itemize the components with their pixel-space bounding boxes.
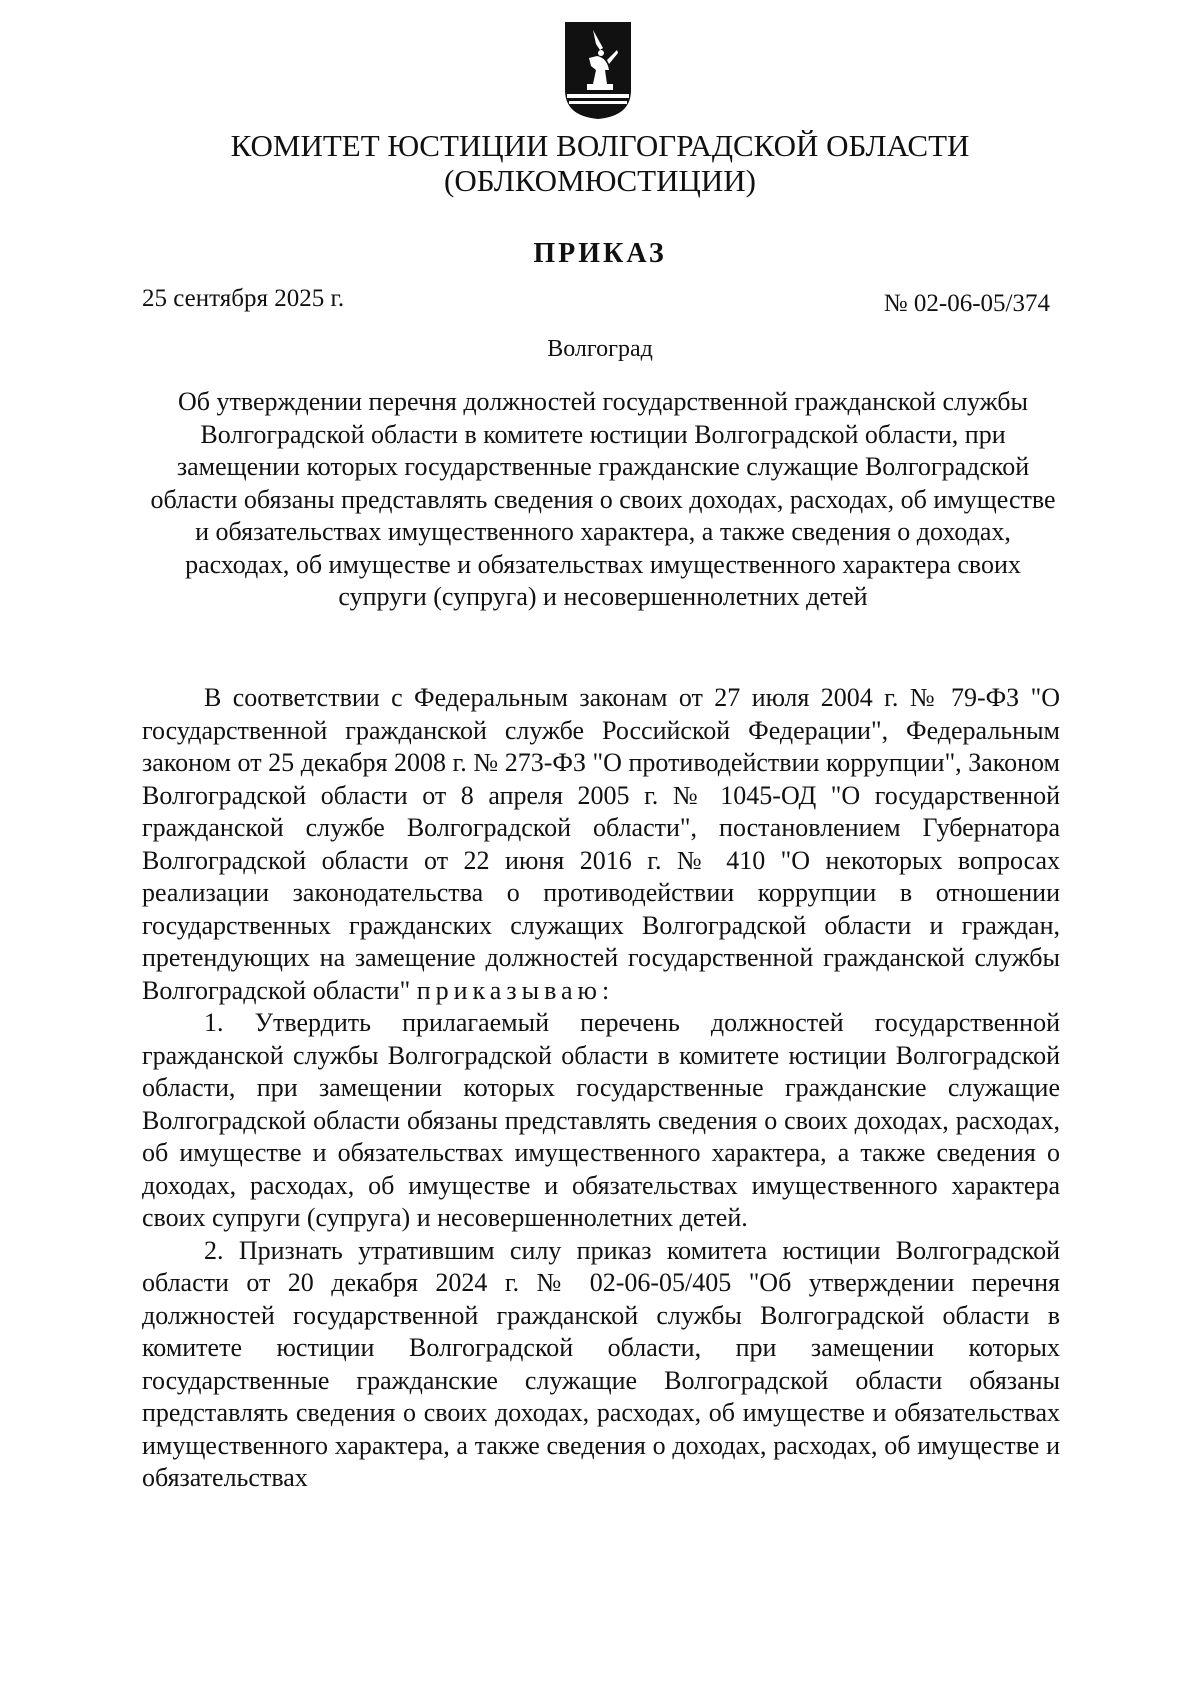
document-city: Волгоград (547, 336, 653, 362)
order-word: приказываю: (416, 975, 615, 1005)
document-date: 25 сентября 2025 г. (142, 285, 345, 312)
organization-name: КОМИТЕТ ЮСТИЦИИ ВОЛГОГРАДСКОЙ ОБЛАСТИ (230, 128, 970, 163)
coat-of-arms-icon (563, 20, 633, 120)
item-2-paragraph: 2. Признать утратившим силу приказ комитета юстиции Волгоградской области от 20 декабря 2024 г. № 02-06-05/405 "Об утверждении перечня должностей государственной гражданской службы Волгоградской области в комитете юстиции Волгоградской области, при замещении которых государственные гражданские служащие Волгоградской области обязаны представлять сведения о своих доходах, расходах, об имуществе и обязательствах имущественного характера, а также сведения о доходах, расходах, об имуществе и обязательствах (142, 1235, 1060, 1492)
preamble-paragraph (142, 682, 1060, 1007)
document-subject: Об утверждении перечня должностей государственной гражданской службы Волгоградской области в комитете юстиции Волгоградской области, при замещении которых государственные гражданские служащие Волгоградской области обязаны представлять сведения о своих доходах, расходах, об имуществе и обязательствах имущественного характера, а также сведения о доходах, расходах, об имуществе и обязательствах имущественного характера своих супруги (супруга) и несовершеннолетних детей (150, 387, 1056, 611)
document-body (142, 682, 1060, 1495)
document-title: ПРИКАЗ (533, 238, 667, 269)
preamble-text: В соответствии с Федеральным законам от 27 июля 2004 г. № 79-ФЗ "О государственной гражданской службе Российской Федерации", Федеральным законом от 25 декабря 2008 г. № 273-ФЗ "О противодействии коррупции", Законом Волгоградской области от 8 апреля 2005 г. № 1045-ОД "О государственной гражданской службе Волгоградской области", постановлением Губернатора Волгоградской области от 22 июня 2016 г. № 410 "О некоторых вопросах реализации законодательства о противодействии коррупции в отношении государственных гражданских служащих Волгоградской области и граждан, претендующих на замещение должностей государственной гражданской службы Волгоградской области" (142, 683, 1060, 1005)
document-number: № 02-06-05/374 (883, 290, 1050, 317)
item-1-paragraph: 1. Утвердить прилагаемый перечень должностей государственной гражданской службы Волгоградской области в комитете юстиции Волгоградской области, при замещении которых государственные гражданские служащие Волгоградской области обязаны представлять сведения о своих доходах, расходах, об имуществе и обязательствах имущественного характера, а также сведения о доходах, расходах, об имуществе и обязательствах имущественного характера своих супруги (супруга) и несовершеннолетних детей. (142, 1008, 1060, 1232)
organization-abbreviation: (ОБЛКОМЮСТИЦИИ) (444, 163, 756, 198)
